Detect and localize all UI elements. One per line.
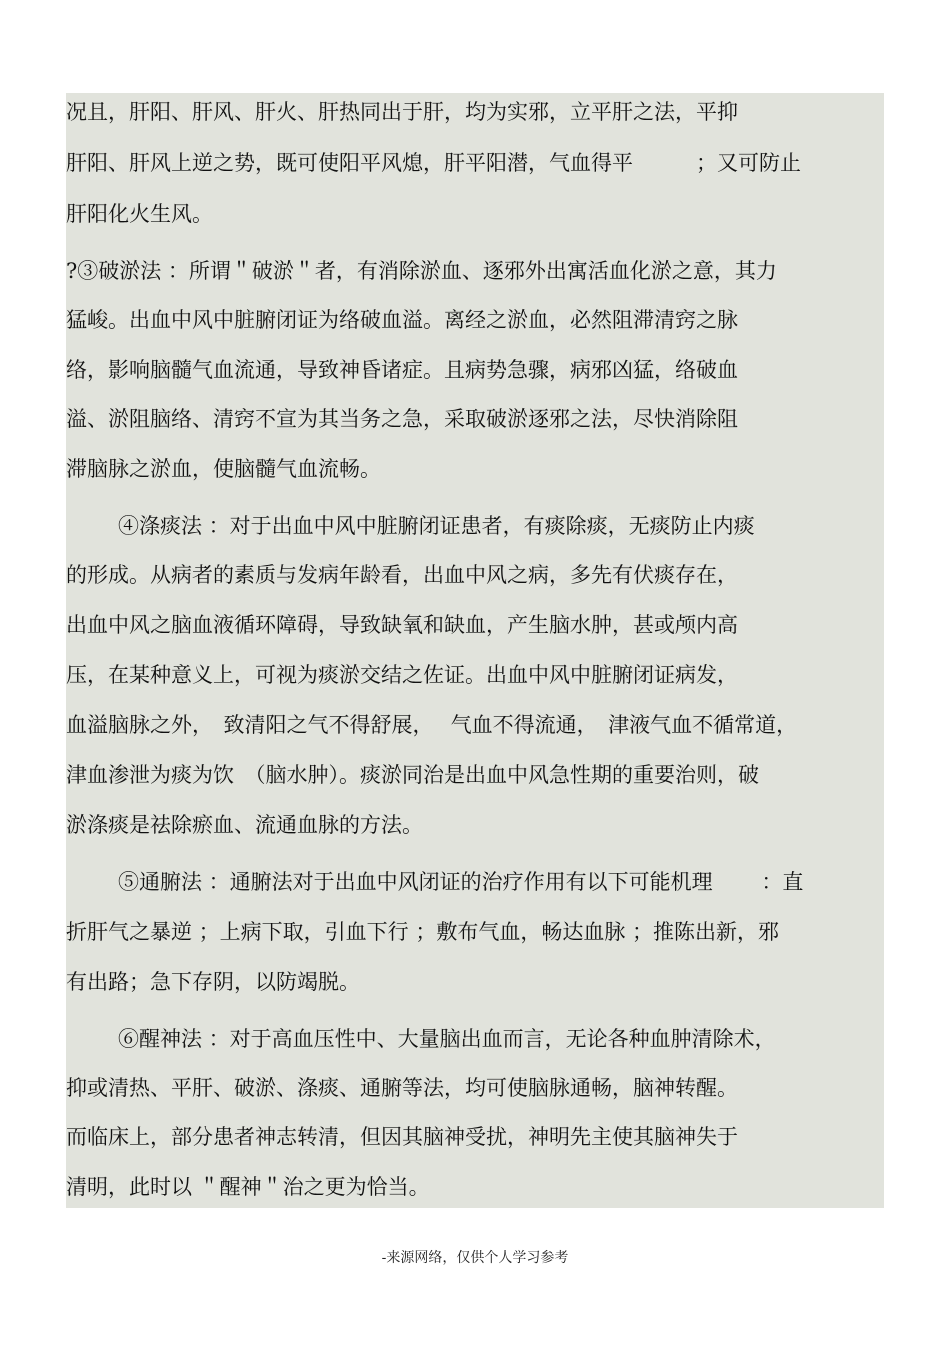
text-line: ?③破淤法 ：所谓＂破淤＂者，有消除淤血、逐邪外出寓活血化淤之意，其力 xyxy=(66,259,777,283)
text-line: 的形成。从病者的素质与发病年龄看，出血中风之病，多先有伏痰存在， xyxy=(66,563,738,587)
text-line: 有出路；急下存阴，以防竭脱。 xyxy=(66,970,360,994)
text-line: 况且，肝阳、肝风、肝火、肝热同出于肝，均为实邪，立平肝之法，平抑 xyxy=(66,100,738,124)
content-box xyxy=(66,93,884,1208)
text-line: 溢、淤阻脑络、清窍不宣为其当务之急，采取破淤逐邪之法，尽快消除阻 xyxy=(66,407,738,431)
text-line: 络，影响脑髓气血流通，导致神昏诸症。且病势急骤，病邪凶猛，络破血 xyxy=(66,358,738,382)
text-line: 压，在某种意义上，可视为痰淤交结之佐证。出血中风中脏腑闭证病发， xyxy=(66,663,738,687)
text-line: 出血中风之脑血液循环障碍，导致缺氧和缺血，产生脑水肿，甚或颅内高 xyxy=(66,613,738,637)
text-line: 肝阳、肝风上逆之势，既可使阳平风熄，肝平阳潜，气血得平 ；又可防止 xyxy=(66,151,801,175)
page-footer: -来源网络，仅供个人学习参考 xyxy=(381,1250,569,1266)
text-line: 而临床上，部分患者神志转清，但因其脑神受扰，神明先主使其脑神失于 xyxy=(66,1125,738,1149)
text-line: 血溢脑脉之外， 致清阳之气不得舒展， 气血不得流通， 津液气血不循常道， xyxy=(66,713,798,737)
text-line: 清明，此时以 ＂醒神＂治之更为恰当。 xyxy=(66,1175,430,1199)
text-line: 折肝气之暴逆 ；上病下取，引血下行 ；敷布气血，畅达血脉 ；推陈出新，邪 xyxy=(66,920,780,944)
text-line: 淤涤痰是祛除瘀血、流通血脉的方法。 xyxy=(66,813,423,837)
text-line: ⑥醒神法 ：对于高血压性中、大量脑出血而言，无论各种血肿清除术， xyxy=(118,1027,776,1051)
text-line: ④涤痰法 ：对于出血中风中脏腑闭证患者，有痰除痰，无痰防止内痰 xyxy=(118,514,755,538)
text-line: 猛峻。出血中风中脏腑闭证为络破血溢。离经之淤血，必然阻滞清窍之脉 xyxy=(66,308,738,332)
text-line: ⑤通腑法 ：通腑法对于出血中风闭证的治疗作用有以下可能机理 ：直 xyxy=(118,870,804,894)
text-line: 肝阳化火生风。 xyxy=(66,202,213,226)
text-line: 津血渗泄为痰为饮 （脑水肿）。痰淤同治是出血中风急性期的重要治则，破 xyxy=(66,763,759,787)
text-line: 滞脑脉之淤血，使脑髓气血流畅。 xyxy=(66,457,381,481)
text-line: 抑或清热、平肝、破淤、涤痰、通腑等法，均可使脑脉通畅，脑神转醒。 xyxy=(66,1076,738,1100)
